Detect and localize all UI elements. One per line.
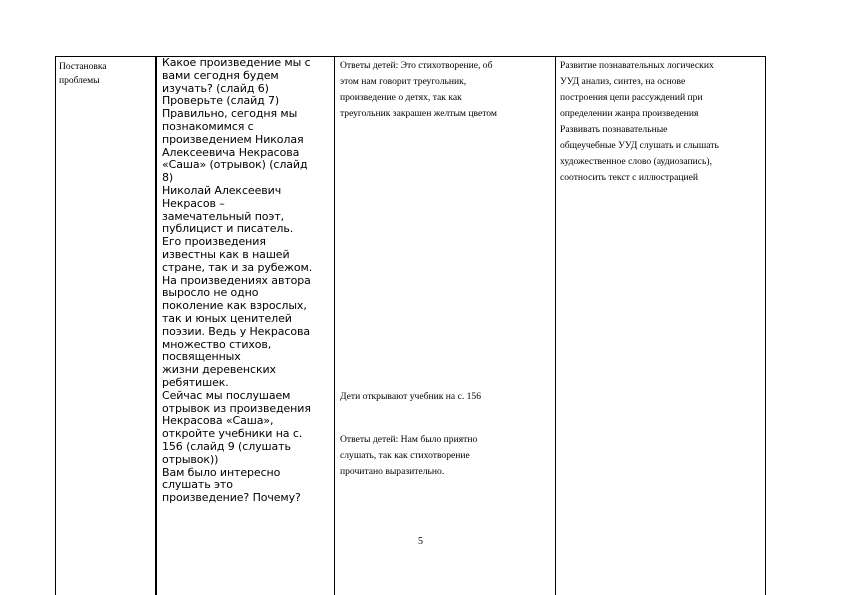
children-answer-2: Ответы детей: Нам было приятно слушать, так как стихотворение прочитано выразительно. <box>340 434 478 477</box>
column-divider-2 <box>334 56 335 595</box>
children-open-textbook: Дети открывают учебник на с. 156 <box>340 391 482 402</box>
skills-cell <box>560 58 760 186</box>
stage-label: Постановка проблемы <box>59 62 107 86</box>
column-divider-3 <box>555 56 556 595</box>
teacher-text: Какое произведение мы с вами сегодня будем изучать? (слайд 6) Проверьте (слайд 7) Правильно, сегодня мы познакомимся с произведением Николая Алексеевича Некрасова «Саша» (отрывок) (слайд 8) Николай Алексеевич Некрасов – замечательный поэт, публицист и писатель. Его произведения известны как в нашей стране, так и за рубежом. На произведениях автора выросло не одно поколение как взрослых, так и юных ценителей поэзии. Ведь у Некрасова множество стихов, посвященных жизни деревенских ребятишек. Сейчас мы послушаем отрывок из произведения Некрасова «Саша», откройте учебники на с. 156 (слайд 9 (слушать отрывок)) Вам было интересно слушать это произведение? Почему? <box>162 57 313 505</box>
stage-cell <box>59 60 151 88</box>
table-left-border <box>55 56 56 595</box>
teacher-activity-cell <box>162 57 334 505</box>
student-activity-cell <box>340 58 550 578</box>
skills-text: Развитие познавательных логических УУД анализ, синтез, на основе построения цепи рассуждений при определении жанра произведения Развивать познавательные общеучебные УУД слушать и слышать художественное слово (аудиозапись), соотносить текст с иллюстрацией <box>560 60 719 183</box>
children-answer-1: Ответы детей: Это стихотворение, об этом нам говорит треугольник, произведение о детях, так как треугольник закрашен желтым цветом <box>340 60 497 119</box>
column-divider-1 <box>155 56 157 595</box>
table-right-border <box>765 56 766 595</box>
page-number: 5 <box>418 536 423 547</box>
